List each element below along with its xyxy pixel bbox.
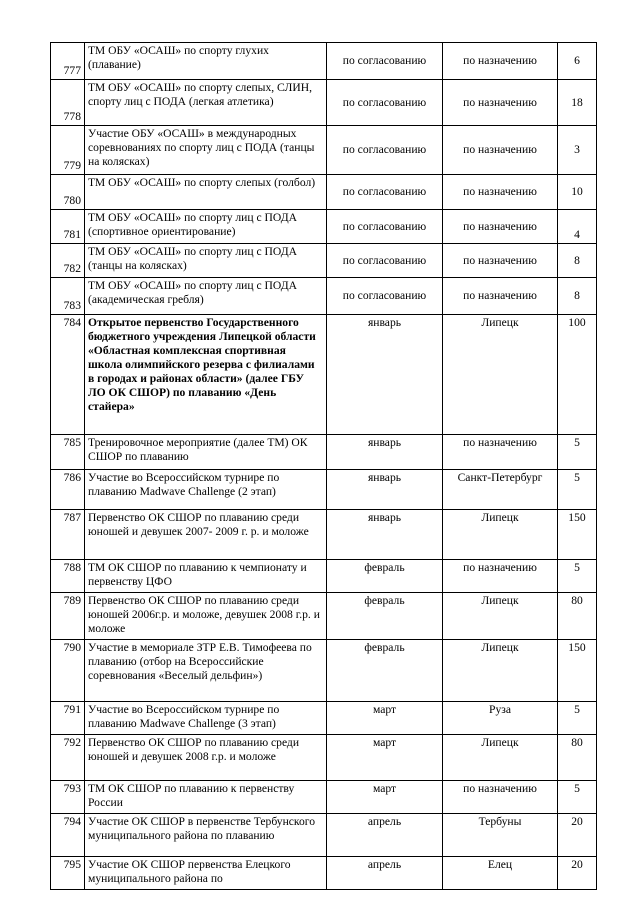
row-number: 795	[51, 857, 85, 890]
event-date: по согласованию	[327, 175, 443, 210]
event-date: по согласованию	[327, 278, 443, 315]
event-name: ТМ ОБУ «ОСАШ» по спорту лиц с ПОДА (академическая гребля)	[85, 278, 327, 315]
table-row	[51, 735, 597, 781]
participant-count: 150	[558, 640, 597, 702]
event-name: Участие ОК СШОР первенства Елецкого муниципального района по	[85, 857, 327, 890]
participant-count: 20	[558, 814, 597, 857]
event-place: по назначению	[443, 175, 558, 210]
event-name: Участие во Всероссийском турнире по плаванию Madwave Challenge (3 этап)	[85, 702, 327, 735]
event-date: апрель	[327, 857, 443, 890]
event-name: ТМ ОБУ «ОСАШ» по спорту слепых (голбол)	[85, 175, 327, 210]
event-date: по согласованию	[327, 244, 443, 278]
participant-count: 6	[558, 43, 597, 80]
table-row	[51, 244, 597, 278]
table-row	[51, 126, 597, 175]
table-row	[51, 857, 597, 890]
row-number: 791	[51, 702, 85, 735]
table-row	[51, 80, 597, 126]
event-date: март	[327, 735, 443, 781]
table-row	[51, 470, 597, 510]
participant-count: 5	[558, 781, 597, 814]
table-row	[51, 43, 597, 80]
event-name: Открытое первенство Государственного бюджетного учреждения Липецкой области «Областная комплексная спортивная школа олимпийского резерва с филиалами в городах и районах области» (далее ГБУ ЛО ОК СШОР) по плаванию «День стайера»	[85, 315, 327, 435]
event-date: по согласованию	[327, 126, 443, 175]
event-name: Участие в мемориале ЗТР Е.В. Тимофеева по плаванию (отбор на Всероссийские соревнования «Веселый дельфин»)	[85, 640, 327, 702]
table-row	[51, 781, 597, 814]
event-place: по назначению	[443, 244, 558, 278]
event-place: по назначению	[443, 560, 558, 593]
row-number: 792	[51, 735, 85, 781]
table-row	[51, 510, 597, 560]
event-place: Липецк	[443, 640, 558, 702]
event-place: Тербуны	[443, 814, 558, 857]
event-date: по согласованию	[327, 210, 443, 244]
event-date: январь	[327, 470, 443, 510]
row-number: 785	[51, 435, 85, 470]
event-date: февраль	[327, 560, 443, 593]
event-name: ТМ ОБУ «ОСАШ» по спорту лиц с ПОДА (спортивное ориентирование)	[85, 210, 327, 244]
event-date: март	[327, 781, 443, 814]
participant-count: 80	[558, 735, 597, 781]
participant-count: 8	[558, 244, 597, 278]
participant-count: 5	[558, 470, 597, 510]
event-place: Санкт-Петербург	[443, 470, 558, 510]
row-number: 778	[51, 80, 85, 126]
event-place: Липецк	[443, 315, 558, 435]
row-number: 787	[51, 510, 85, 560]
event-name: Участие ОК СШОР в первенстве Тербунского муниципального района по плаванию	[85, 814, 327, 857]
event-place: по назначению	[443, 43, 558, 80]
event-place: Липецк	[443, 510, 558, 560]
event-place: по назначению	[443, 126, 558, 175]
event-name: ТМ ОБУ «ОСАШ» по спорту глухих (плавание)	[85, 43, 327, 80]
event-place: по назначению	[443, 210, 558, 244]
row-number: 777	[51, 43, 85, 80]
event-name: ТМ ОБУ «ОСАШ» по спорту лиц с ПОДА (танцы на колясках)	[85, 244, 327, 278]
participant-count: 5	[558, 560, 597, 593]
participant-count: 18	[558, 80, 597, 126]
table-row	[51, 560, 597, 593]
event-place: по назначению	[443, 435, 558, 470]
event-date: февраль	[327, 640, 443, 702]
row-number: 789	[51, 593, 85, 640]
event-name: Первенство ОК СШОР по плаванию среди юношей и девушек 2008 г.р. и моложе	[85, 735, 327, 781]
participant-count: 100	[558, 315, 597, 435]
event-name: ТМ ОК СШОР по плаванию к первенству России	[85, 781, 327, 814]
participant-count: 10	[558, 175, 597, 210]
event-place: по назначению	[443, 781, 558, 814]
event-place: Липецк	[443, 593, 558, 640]
event-place: Елец	[443, 857, 558, 890]
event-name: Участие ОБУ «ОСАШ» в международных соревнованиях по спорту лиц с ПОДА (танцы на колясках)	[85, 126, 327, 175]
table-row	[51, 175, 597, 210]
event-date: январь	[327, 435, 443, 470]
event-date: по согласованию	[327, 80, 443, 126]
row-number: 793	[51, 781, 85, 814]
table-row	[51, 435, 597, 470]
participant-count: 80	[558, 593, 597, 640]
participant-count: 5	[558, 702, 597, 735]
event-date: по согласованию	[327, 43, 443, 80]
table-row	[51, 278, 597, 315]
event-name: Участие во Всероссийском турнире по плаванию Madwave Challenge (2 этап)	[85, 470, 327, 510]
row-number: 779	[51, 126, 85, 175]
row-number: 782	[51, 244, 85, 278]
participant-count: 8	[558, 278, 597, 315]
table-row	[51, 315, 597, 435]
table-row	[51, 814, 597, 857]
participant-count: 20	[558, 857, 597, 890]
row-number: 794	[51, 814, 85, 857]
row-number: 790	[51, 640, 85, 702]
event-name: Первенство ОК СШОР по плаванию среди юношей и девушек 2007- 2009 г. р. и моложе	[85, 510, 327, 560]
event-name: ТМ ОК СШОР по плаванию к чемпионату и первенству ЦФО	[85, 560, 327, 593]
event-place: Руза	[443, 702, 558, 735]
participant-count: 4	[558, 210, 597, 244]
event-date: январь	[327, 315, 443, 435]
event-place: Липецк	[443, 735, 558, 781]
table-row	[51, 640, 597, 702]
event-place: по назначению	[443, 80, 558, 126]
row-number: 786	[51, 470, 85, 510]
event-date: январь	[327, 510, 443, 560]
event-name: Тренировочное мероприятие (далее ТМ) ОК СШОР по плаванию	[85, 435, 327, 470]
table-row	[51, 702, 597, 735]
event-place: по назначению	[443, 278, 558, 315]
event-name: ТМ ОБУ «ОСАШ» по спорту слепых, СЛИН, спорту лиц с ПОДА (легкая атлетика)	[85, 80, 327, 126]
row-number: 784	[51, 315, 85, 435]
event-date: апрель	[327, 814, 443, 857]
event-date: февраль	[327, 593, 443, 640]
participant-count: 150	[558, 510, 597, 560]
table-row	[51, 210, 597, 244]
participant-count: 5	[558, 435, 597, 470]
row-number: 783	[51, 278, 85, 315]
table-row	[51, 593, 597, 640]
events-table	[50, 42, 597, 890]
row-number: 780	[51, 175, 85, 210]
row-number: 781	[51, 210, 85, 244]
participant-count: 3	[558, 126, 597, 175]
row-number: 788	[51, 560, 85, 593]
event-name: Первенство ОК СШОР по плаванию среди юношей 2006г.р. и моложе, девушек 2008 г.р. и моложе	[85, 593, 327, 640]
event-date: март	[327, 702, 443, 735]
